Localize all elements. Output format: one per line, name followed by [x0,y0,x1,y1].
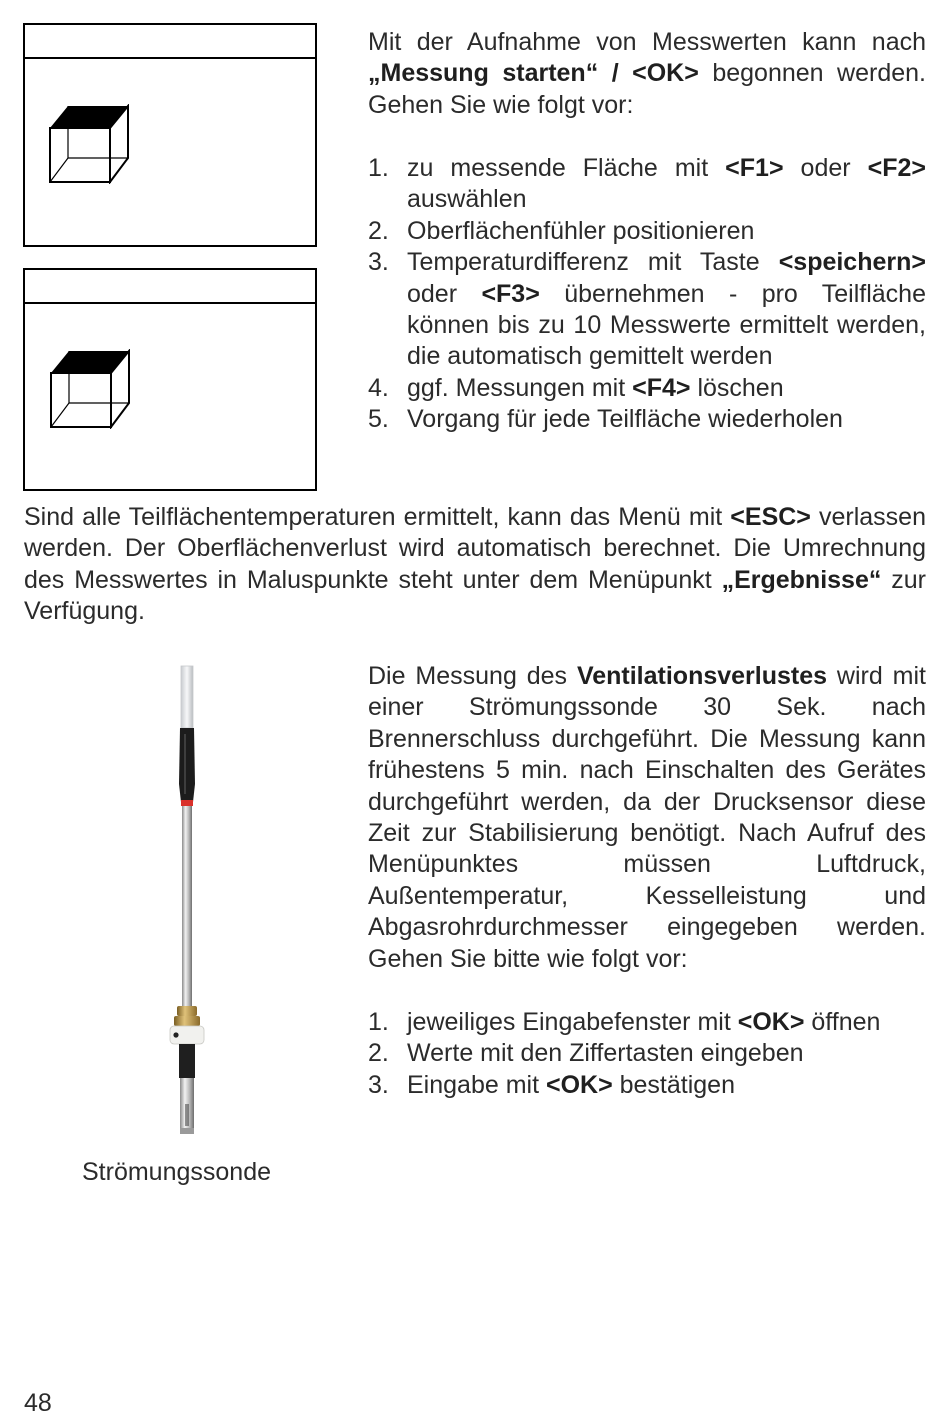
cube-icon [48,104,132,184]
step-text-part: jeweiliges Eingabefenster mit [407,1008,738,1036]
step-text-part: löschen [690,373,784,402]
summary-text: Sind alle Teilflächentemperaturen ermittelt, kann das Menü mit [24,503,731,531]
key-f3: <F3> [481,279,540,308]
step-text-part: übernehmen - pro Teilfläche können bis zu 10 Messwerte ermittelt werden, die automatisch gemittelt werden [407,279,926,371]
step-text [407,373,926,404]
step-text-part: bestätigen [612,1070,735,1099]
step-text-part: Werte mit den Ziffertasten eingeben [407,1039,804,1068]
step-number: 3. [368,248,389,277]
intro-paragraph [368,27,926,121]
key-esc: <ESC> [730,503,811,531]
step-text-part: Temperaturdifferenz mit Taste [407,248,779,277]
step-text [407,153,926,216]
step-text [407,247,926,373]
step-text [407,1038,926,1069]
step-text [407,404,926,435]
step-text [407,1070,926,1101]
ventilation-steps-list [368,1007,926,1101]
list-item [368,1070,926,1101]
step-text [407,216,926,247]
summary-text: zur Verfügung. [24,565,926,626]
list-item [368,153,926,216]
device-screen-2 [23,268,317,491]
flow-probe-image [160,664,216,1140]
list-item [368,247,926,373]
ventilation-loss-term: Ventilationsverlustes [576,662,828,690]
key-measure-start: „Messung starten“ / <OK> [368,59,699,88]
screen-title-bar [25,25,315,59]
step-text-part: Oberflächenfühler positionieren [407,216,755,245]
step-number: 4. [368,373,389,402]
ventilation-text: Die Messung des [368,662,577,690]
step-number: 2. [368,1039,389,1068]
key-ok: <OK> [737,1008,805,1036]
step-text-part: ggf. Messungen mit [407,373,633,402]
device-screen-1 [23,23,317,247]
step-text-part: zu messende Fläche mit [407,154,726,182]
intro-text: Mit der Aufnahme von Messwerten kann nach [368,28,926,56]
step-number: 1. [368,154,389,182]
list-item [368,216,926,247]
step-number: 3. [368,1070,389,1099]
step-number: 1. [368,1008,389,1036]
step-text [407,1007,926,1038]
step-text-part: Vorgang für jede Teilfläche wiederholen [407,405,843,434]
ventilation-paragraph [368,661,926,975]
key-save: <speichern> [778,248,926,277]
intro-text: begonnen werden. Gehen Sie wie folgt vor: [368,59,926,119]
summary-text: verlassen werden. Der Oberflächenverlust wird automatisch berechnet. Die Umrechnung des Messwertes in Maluspunkte steht unter dem Menüpunkt [24,503,926,594]
list-item [368,1007,926,1038]
key-f1: <F1> [725,154,784,182]
step-text-part: oder [783,154,868,182]
screen-title-bar [25,270,315,304]
step-number: 2. [368,216,389,245]
step-text-part: Eingabe mit [407,1070,546,1099]
ventilation-text: wird mit einer Strömungssonde 30 Sek. nach Brennerschluss durchgeführt. Die Messung kann frühestens 5 min. nach Einschalten des Gerätes durchgeführt werden, da der Drucksensor diese Zeit zur Stabilisierung benötigt. Nach Aufruf des Menüpunktes müssen Luftdruck, Außentemperatur, Kesselleistung und Abgasrohrdurchmesser eingegeben werden. Gehen Sie bitte wie folgt vor: [368,662,926,973]
key-ok: <OK> [545,1070,613,1099]
key-f4: <F4> [632,373,691,402]
list-item [368,1038,926,1069]
surface-steps-list [368,153,926,436]
list-item [368,404,926,435]
step-text-part: öffnen [804,1008,881,1036]
page-number: 48 [24,1389,52,1417]
step-text-part: oder [407,279,482,308]
menu-results: „Ergebnisse“ [721,565,882,594]
step-number: 5. [368,405,389,434]
summary-paragraph [24,502,926,628]
key-f2: <F2> [867,154,926,182]
probe-caption: Strömungssonde [82,1158,272,1186]
cube-icon [49,349,133,429]
list-item [368,373,926,404]
step-text-part: auswählen [407,185,527,214]
